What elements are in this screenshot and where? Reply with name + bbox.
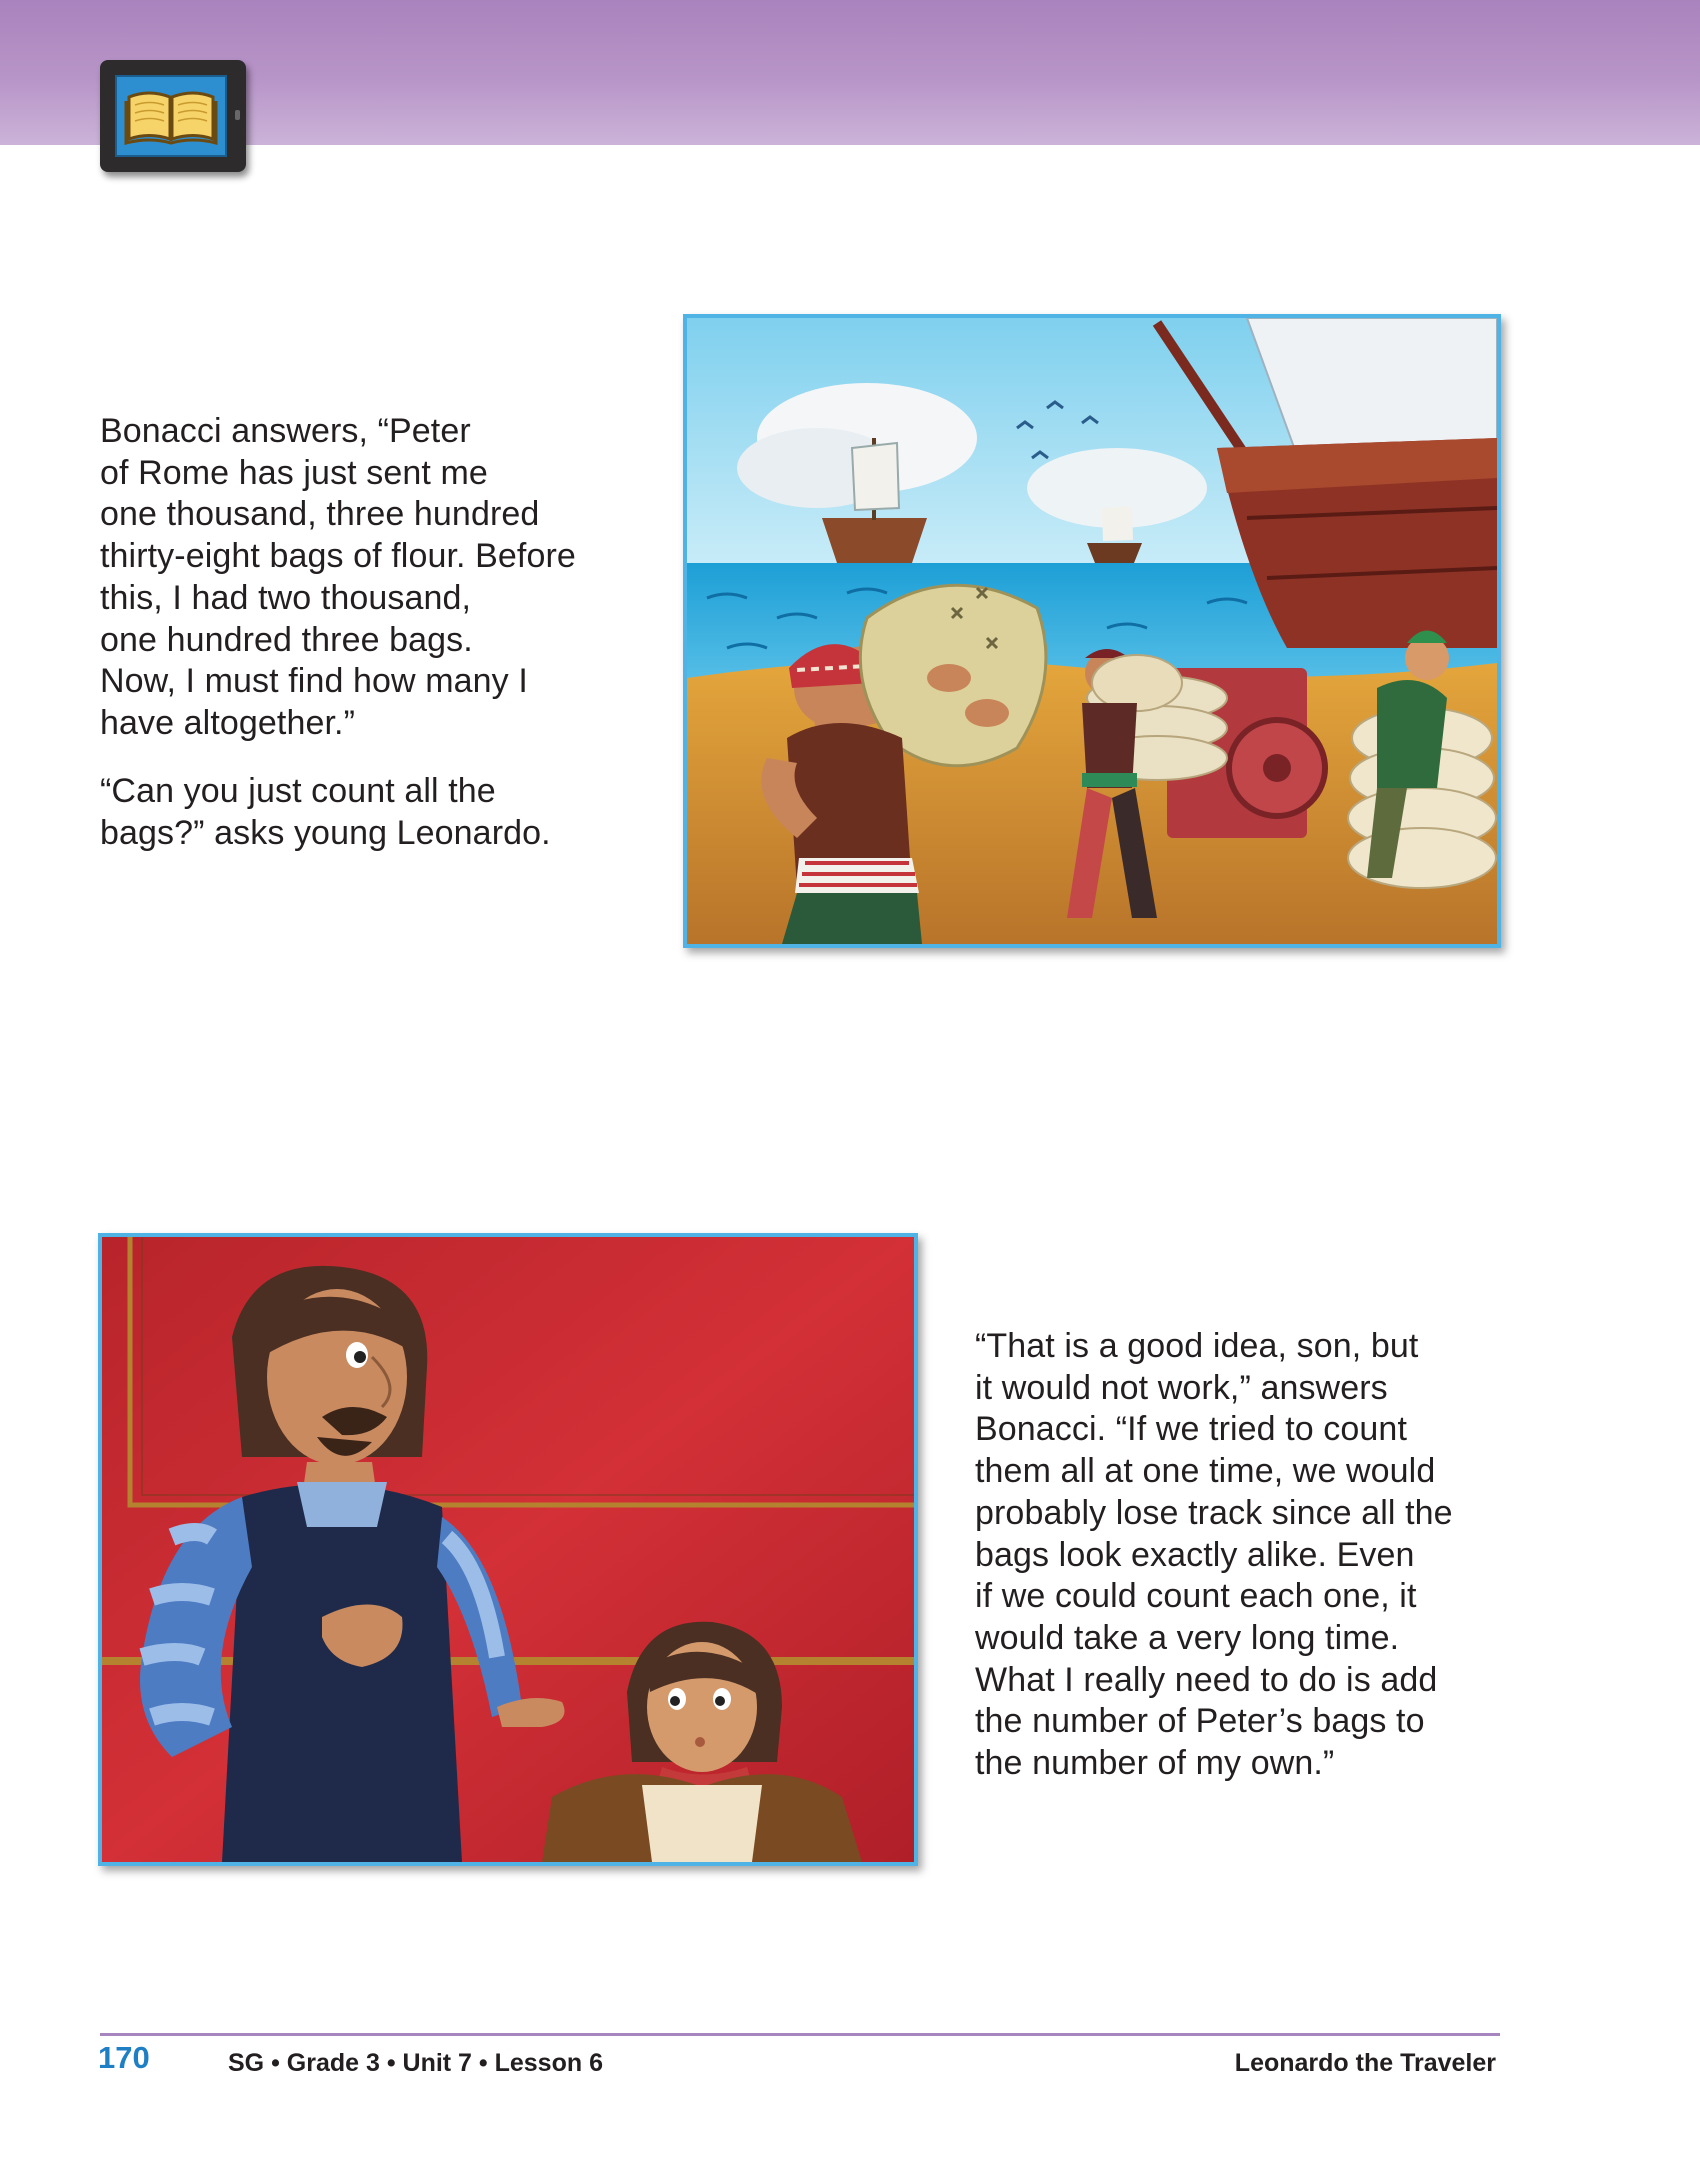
harbor-scene [687, 318, 1497, 944]
text-line: Bonacci answers, “Peter [100, 412, 471, 450]
text-line: have altogether.” [100, 703, 355, 742]
footer-chapter-title: Leonardo the Traveler [1234, 2049, 1496, 2077]
father-son-scene [102, 1237, 914, 1862]
story-paragraph-1 [100, 411, 576, 745]
page-number: 170 [98, 2040, 150, 2075]
text-line: them all at one time, we would [975, 1452, 1436, 1491]
story-paragraph-3 [975, 1326, 1453, 1785]
text-line: Bonacci. “If we tried to count [975, 1410, 1407, 1449]
text-line: “Can you just count all the [100, 772, 496, 810]
text-line: of Rome has just sent me [100, 453, 488, 492]
text-line: if we could count each one, it [975, 1577, 1417, 1616]
footer-rule [100, 2033, 1500, 2036]
text-line: one thousand, three hundred [100, 495, 540, 534]
text-line: What I really need to do is add [975, 1660, 1438, 1699]
text-line: bags?” asks young Leonardo. [100, 813, 551, 852]
bonacci-illustration [98, 1233, 918, 1866]
text-line: probably lose track since all the [975, 1493, 1453, 1532]
open-book-icon [117, 77, 225, 155]
text-line: the number of Peter’s bags to [975, 1702, 1425, 1741]
text-line: one hundred three bags. [100, 620, 473, 659]
header-band [0, 0, 1700, 145]
footer-course-info: SG • Grade 3 • Unit 7 • Lesson 6 [228, 2049, 603, 2077]
text-line: this, I had two thousand, [100, 578, 472, 617]
book-tile [100, 60, 246, 172]
text-line: Now, I must find how many I [100, 662, 528, 701]
text-line: “That is a good idea, son, but [975, 1327, 1419, 1365]
text-line: would take a very long time. [975, 1618, 1400, 1657]
text-line: it would not work,” answers [975, 1368, 1388, 1407]
tablet-camera [235, 110, 240, 120]
text-line: thirty-eight bags of flour. Before [100, 537, 576, 576]
text-line: the number of my own.” [975, 1744, 1335, 1783]
text-line: bags look exactly alike. Even [975, 1535, 1415, 1574]
book-screen [115, 75, 227, 157]
story-paragraph-2 [100, 771, 551, 854]
harbor-illustration [683, 314, 1501, 948]
